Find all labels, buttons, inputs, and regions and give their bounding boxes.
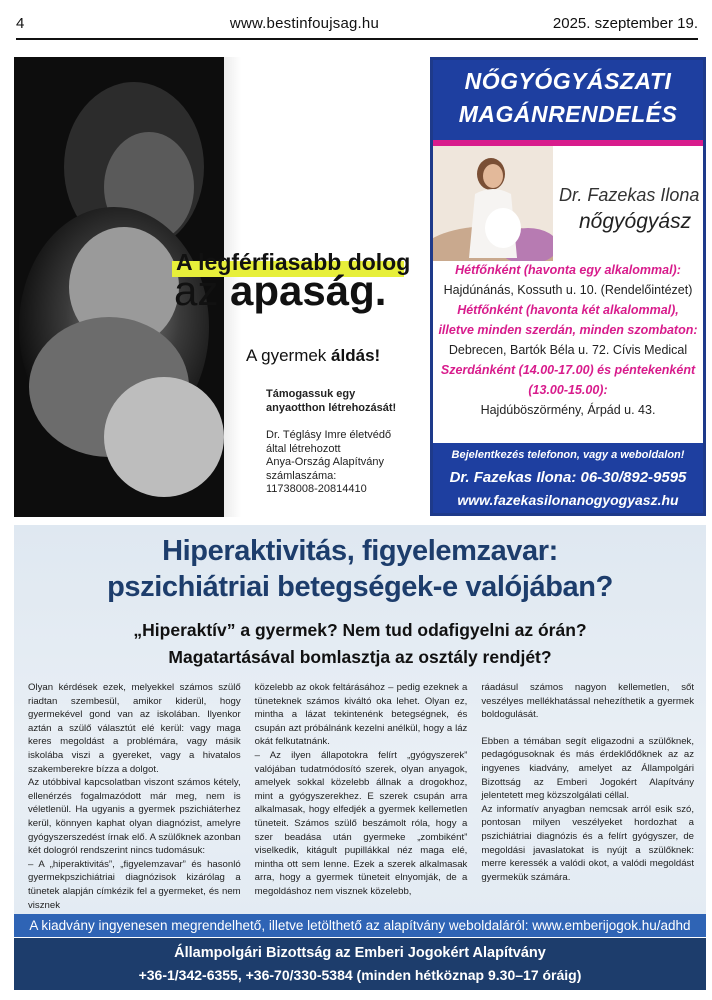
- article-column-2: [255, 681, 468, 912]
- paragraph: – A „hiperaktivitás”, „figyelemzavar” és hasonló gyermekpszichiátriai diagnózisok kizárólag a tünetek alapján címkézik fel a gyermeket, és nem visznek: [28, 858, 241, 911]
- adhd-article: [14, 525, 706, 915]
- paragraph: ráadásul számos nagyon kellemetlen, sőt veszélyes mellékhatással nehezíthetik a gyermek boldogulását.: [481, 682, 695, 721]
- article-body: [28, 681, 694, 912]
- paragraph: Ebben a témában segít eligazodni a szülőknek, pedagógusoknak és más érdeklődőknek az az ingyenes kiadvány, amelyet az Állampolgári Bizottság az Emberi Jogokért Alapítvány jelentetett meg közszolgálati céllal.: [481, 735, 695, 802]
- article-title: Hiperaktivitás, figyelemzavar: pszichiátriai betegségek-e valójában?: [107, 535, 613, 603]
- article-column-1: [28, 681, 241, 912]
- schedule-line: Debrecen, Bartók Béla u. 72. Cívis Medical: [448, 343, 688, 357]
- order-note-bar[interactable]: A kiadvány ingyenesen megrendelhető, illetve letölthető az alapítvány weboldaláról: www.emberijogok.hu/adhd: [14, 914, 706, 937]
- doctor-name: Dr. Fazekas Ilona: [559, 185, 700, 205]
- ad-headline-2: az apaság.: [174, 267, 387, 314]
- doctor-phone[interactable]: Dr. Fazekas Ilona: 06-30/892-9595: [449, 469, 687, 486]
- schedule-line: Hajdúböszörmény, Árpád u. 43.: [480, 403, 656, 417]
- paragraph: Olyan kérdések ezek, melyekkel számos szülő riadtan szembesül, amikor kiderül, hogy gyermekével gond van az iskolában. Ilyenkor aztán a szülő választút elé kerül: vagy maga keres megoldást a problémára, vagy másik iskolába viszi a gyereket, vagy a hivatalos szakemberekre bízza a dolgot.: [28, 682, 241, 775]
- schedule-line: Hétfőnként (havonta két alkalommal),: [457, 303, 679, 317]
- article-column-3: [481, 681, 694, 912]
- site-url[interactable]: www.bestinfoujsag.hu: [229, 14, 379, 32]
- organization-contact-bar: [14, 938, 706, 990]
- office-hours: [433, 260, 703, 420]
- ad-bank-info: Dr. Téglásy Imre életvédő által létrehozott Anya-Ország Alapítvány számlaszáma: 11738008-20814410: [266, 429, 392, 495]
- schedule-line: illetve minden szerdán, minden szombaton:: [438, 323, 698, 337]
- page-header: [16, 8, 698, 40]
- article-subtitle: „Hiperaktív” a gyermek? Nem tud odafigyelni az órán? Magatartásával bomlasztja az osztály rendjét?: [133, 620, 587, 667]
- doctor-website-link[interactable]: www.fazekasilonanogyogyasz.hu: [457, 492, 679, 508]
- organization-phone: +36-1/342-6355, +36-70/330-5384 (minden hétköznap 9.30–17 óráig): [138, 967, 582, 983]
- ad-title-1: NŐGYÓGYÁSZATI: [464, 68, 672, 94]
- page-number: 4: [16, 14, 25, 32]
- schedule-line: Hajdúnánás, Kossuth u. 10. (Rendelőintézet): [443, 283, 693, 297]
- booking-note: Bejelentkezés telefonon, vagy a weboldalon!: [451, 449, 685, 461]
- pregnant-woman-photo: [433, 146, 553, 261]
- ad-title-2: MAGÁNRENDELÉS: [458, 101, 678, 127]
- paragraph: közelebb az okok feltárásához – pedig ezeknek a tüneteknek számos kiváltó oka lehet. Olyan ez, mintha a lázat tekintenénk betegségnek, és csupán azt próbálnánk kezelni anélkül, hogy a láz okát felkutatnánk.: [254, 682, 468, 748]
- ad-headline-1: A legférfiasabb dolog: [176, 249, 411, 275]
- schedule-line: Szerdánként (14.00-17.00) és péntekenként: [440, 363, 696, 377]
- gynecology-ad: [430, 57, 706, 516]
- doctor-specialty: nőgyógyász: [579, 210, 692, 233]
- organization-name: Állampolgári Bizottság az Emberi Jogokért Alapítvány: [174, 945, 546, 961]
- paragraph: Az informatív anyagban nemcsak arról esik szó, pontosan milyen veszélyeket hordozhat a pszichiátriai diagnózis és a felírt gyógyszer, de megoldási javaslatokat is nyújt a szülőknek: merre keressék a valódi okot, a valódi megoldást gyermekük számára.: [481, 803, 695, 883]
- issue-date: 2025. szeptember 19.: [552, 14, 698, 32]
- paragraph: Az utóbbival kapcsolatban viszont számos kétely, ellenérzés fogalmazódott már meg, nem is véletlenül. Ha ugyanis a gyermek pszichiáterhez kerül, könnyen kaphat olyan diagnózist, amelyre gyógyszerszedést írnak elő. A szülőknek azonban két dologról rendszerint nincs tudomásuk:: [28, 777, 241, 857]
- schedule-line: Hétfőnként (havonta egy alkalommal):: [455, 263, 681, 277]
- schedule-line: (13.00-15.00):: [528, 383, 608, 397]
- paragraph: – Az ilyen állapotokra felírt „gyógyszerek” valójában tudatmódosító szerek, olyan anyagok, amelyek sokkal közelebb állnak a drogokhoz, mint a gyógyszerekhez. E szerek csupán arra alkalmasak, hogy elfedjék a gyermek kellemetlen tüneteit. Számos szülő beszámolt róla, hogy a szer beadása után gyermeke „zombiként” viselkedik, kitágult pupillákkal néz maga elé, mintha ott sem lenne. Ezek a szerek alkalmasak arra, hogy a gyermek tüneteit elnyomják, de a megoldáshoz nem visznek közelebb,: [254, 749, 468, 897]
- ad-blessing: A gyermek áldás!: [246, 346, 381, 365]
- ad-support-text: Támogassuk egy anyaotthon létrehozását!: [266, 388, 397, 414]
- fatherhood-ad: [14, 57, 420, 517]
